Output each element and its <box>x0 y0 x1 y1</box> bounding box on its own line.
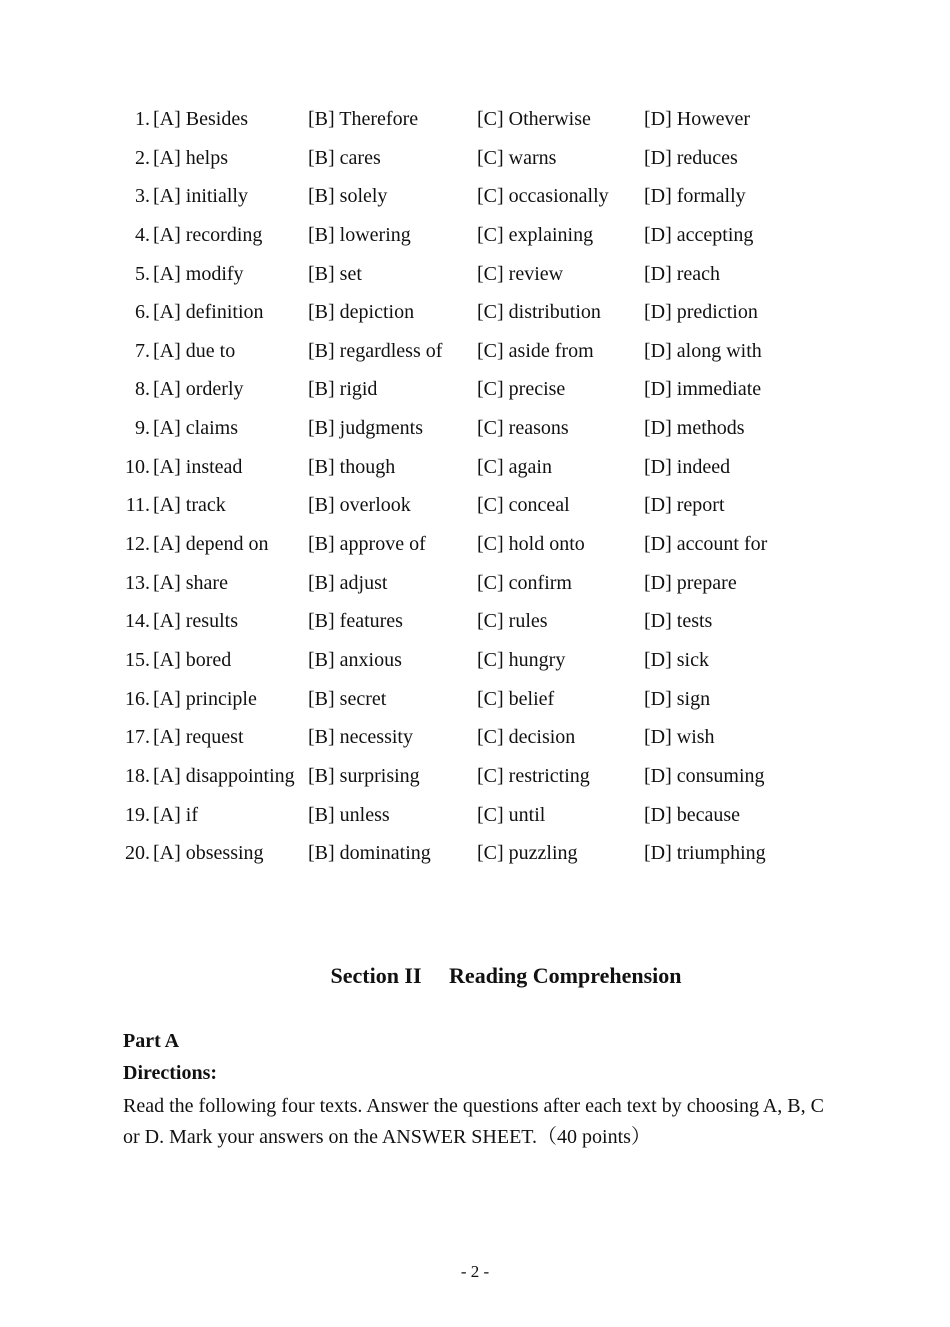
option-d: [D] wish <box>644 726 715 749</box>
option-a: [A] definition <box>153 301 264 324</box>
option-c: [C] puzzling <box>477 842 578 865</box>
option-c: [C] confirm <box>477 571 572 594</box>
option-b: [B] approve of <box>308 533 426 556</box>
question-number: 2. <box>135 146 150 169</box>
question-number: 10. <box>125 455 150 478</box>
option-c: [C] conceal <box>477 494 570 517</box>
option-c: [C] restricting <box>477 764 590 787</box>
option-a: [A] claims <box>153 417 238 440</box>
question-row <box>0 409 950 448</box>
question-row <box>0 602 950 641</box>
option-a: [A] modify <box>153 262 244 285</box>
option-b: [B] judgments <box>308 417 423 440</box>
option-c: [C] review <box>477 262 564 285</box>
question-number: 17. <box>125 726 150 749</box>
option-d: [D] sign <box>644 687 711 710</box>
question-number: 8. <box>135 378 150 401</box>
option-a: [A] depend on <box>153 533 269 556</box>
option-a: [A] results <box>153 610 238 633</box>
option-d: [D] along with <box>644 339 762 362</box>
question-row <box>0 834 950 873</box>
question-number: 13. <box>125 571 150 594</box>
question-number: 3. <box>135 185 150 208</box>
option-a: [A] helps <box>153 146 228 169</box>
option-b: [B] lowering <box>308 223 411 246</box>
option-c: [C] warns <box>477 146 557 169</box>
option-a: [A] recording <box>153 223 263 246</box>
option-c: [C] occasionally <box>477 185 609 208</box>
option-b: [B] though <box>308 455 396 478</box>
option-a: [A] due to <box>153 339 236 362</box>
option-c: [C] rules <box>477 610 548 633</box>
question-number: 18. <box>125 764 150 787</box>
option-d: [D] However <box>644 108 751 130</box>
option-b: [B] dominating <box>308 842 431 865</box>
option-d: [D] sick <box>644 648 709 671</box>
option-a: [A] share <box>153 571 228 594</box>
question-number: 7. <box>135 339 150 362</box>
option-b: [B] necessity <box>308 726 413 749</box>
question-row <box>0 100 950 139</box>
section-heading <box>0 963 950 989</box>
option-a: [A] request <box>153 726 244 749</box>
option-d: [D] methods <box>644 417 745 440</box>
option-b: [B] anxious <box>308 648 402 671</box>
option-c: [C] hold onto <box>477 533 585 556</box>
question-row <box>0 796 950 835</box>
question-number: 12. <box>125 533 150 556</box>
option-b: [B] rigid <box>308 378 378 401</box>
option-d: [D] report <box>644 494 725 517</box>
option-b: [B] adjust <box>308 571 388 594</box>
option-c: [C] hungry <box>477 648 566 671</box>
question-number: 6. <box>135 301 150 324</box>
option-a: [A] track <box>153 494 226 517</box>
option-d: [D] indeed <box>644 455 731 478</box>
question-row <box>0 680 950 719</box>
question-number: 4. <box>135 223 150 246</box>
option-c: [C] aside from <box>477 339 594 362</box>
question-row <box>0 139 950 178</box>
directions-label: Directions: <box>123 1062 218 1084</box>
option-c: [C] reasons <box>477 417 569 440</box>
question-number: 11. <box>125 494 150 517</box>
option-b: [B] regardless of <box>308 339 443 362</box>
question-number: 1. <box>135 108 150 130</box>
option-d: [D] account for <box>644 533 768 556</box>
option-c: [C] decision <box>477 726 576 749</box>
question-number: 14. <box>125 610 150 633</box>
option-d: [D] prepare <box>644 571 737 594</box>
question-number: 15. <box>125 648 150 671</box>
option-d: [D] reduces <box>644 146 738 169</box>
option-d: [D] immediate <box>644 378 762 401</box>
question-row <box>0 255 950 294</box>
question-number: 5. <box>135 262 150 285</box>
question-row <box>0 641 950 680</box>
question-row <box>0 177 950 216</box>
option-d: [D] consuming <box>644 764 765 787</box>
option-b: [B] cares <box>308 146 381 169</box>
option-a: [A] instead <box>153 455 243 478</box>
option-b: [B] surprising <box>308 764 420 787</box>
option-d: [D] because <box>644 803 741 826</box>
option-d: [D] accepting <box>644 223 754 246</box>
question-row <box>0 293 950 332</box>
question-row <box>0 448 950 487</box>
question-row <box>0 564 950 603</box>
option-c: [C] again <box>477 455 552 478</box>
option-d: [D] triumphing <box>644 842 766 865</box>
option-d: [D] prediction <box>644 301 758 324</box>
option-a: [A] principle <box>153 687 257 710</box>
option-a: [A] orderly <box>153 378 244 401</box>
option-a: [A] Besides <box>153 108 248 130</box>
option-c: [C] distribution <box>477 301 601 324</box>
option-c: [C] belief <box>477 687 555 710</box>
page-number: - 2 - <box>460 1262 490 1281</box>
question-row <box>0 486 950 525</box>
option-b: [B] solely <box>308 185 388 208</box>
option-b: [B] unless <box>308 803 390 826</box>
option-b: [B] features <box>308 610 403 633</box>
option-d: [D] formally <box>644 185 746 208</box>
question-row <box>0 757 950 796</box>
option-b: [B] depiction <box>308 301 415 324</box>
option-a: [A] initially <box>153 185 248 208</box>
option-c: [C] until <box>477 803 546 826</box>
option-c: [C] precise <box>477 378 566 401</box>
option-a: [A] disappointing <box>153 764 295 787</box>
option-a: [A] obsessing <box>153 842 264 865</box>
section-label: Section II <box>330 963 422 988</box>
option-b: [B] overlook <box>308 494 411 517</box>
option-d: [D] reach <box>644 262 721 285</box>
option-d: [D] tests <box>644 610 713 633</box>
question-row <box>0 370 950 409</box>
question-row <box>0 216 950 255</box>
question-row <box>0 718 950 757</box>
option-a: [A] if <box>153 803 198 826</box>
question-row <box>0 332 950 371</box>
section-title: Reading Comprehension <box>449 963 682 988</box>
directions-text: Read the following four texts. Answer the questions after each text by choosing A, B, C or D. Mark your answers on the ANSWER SHEET.（40 points） <box>123 1095 824 1148</box>
question-number: 19. <box>125 803 150 826</box>
part-label: Part A <box>123 1030 180 1052</box>
option-c: [C] explaining <box>477 223 594 246</box>
option-a: [A] bored <box>153 648 232 671</box>
question-number: 20. <box>125 842 150 865</box>
question-number: 16. <box>125 687 150 710</box>
question-number: 9. <box>135 417 150 440</box>
option-c: [C] Otherwise <box>477 108 591 130</box>
options-list <box>0 100 950 873</box>
option-b: [B] set <box>308 262 362 285</box>
option-b: [B] secret <box>308 687 387 710</box>
option-b: [B] Therefore <box>308 108 419 130</box>
question-row <box>0 525 950 564</box>
